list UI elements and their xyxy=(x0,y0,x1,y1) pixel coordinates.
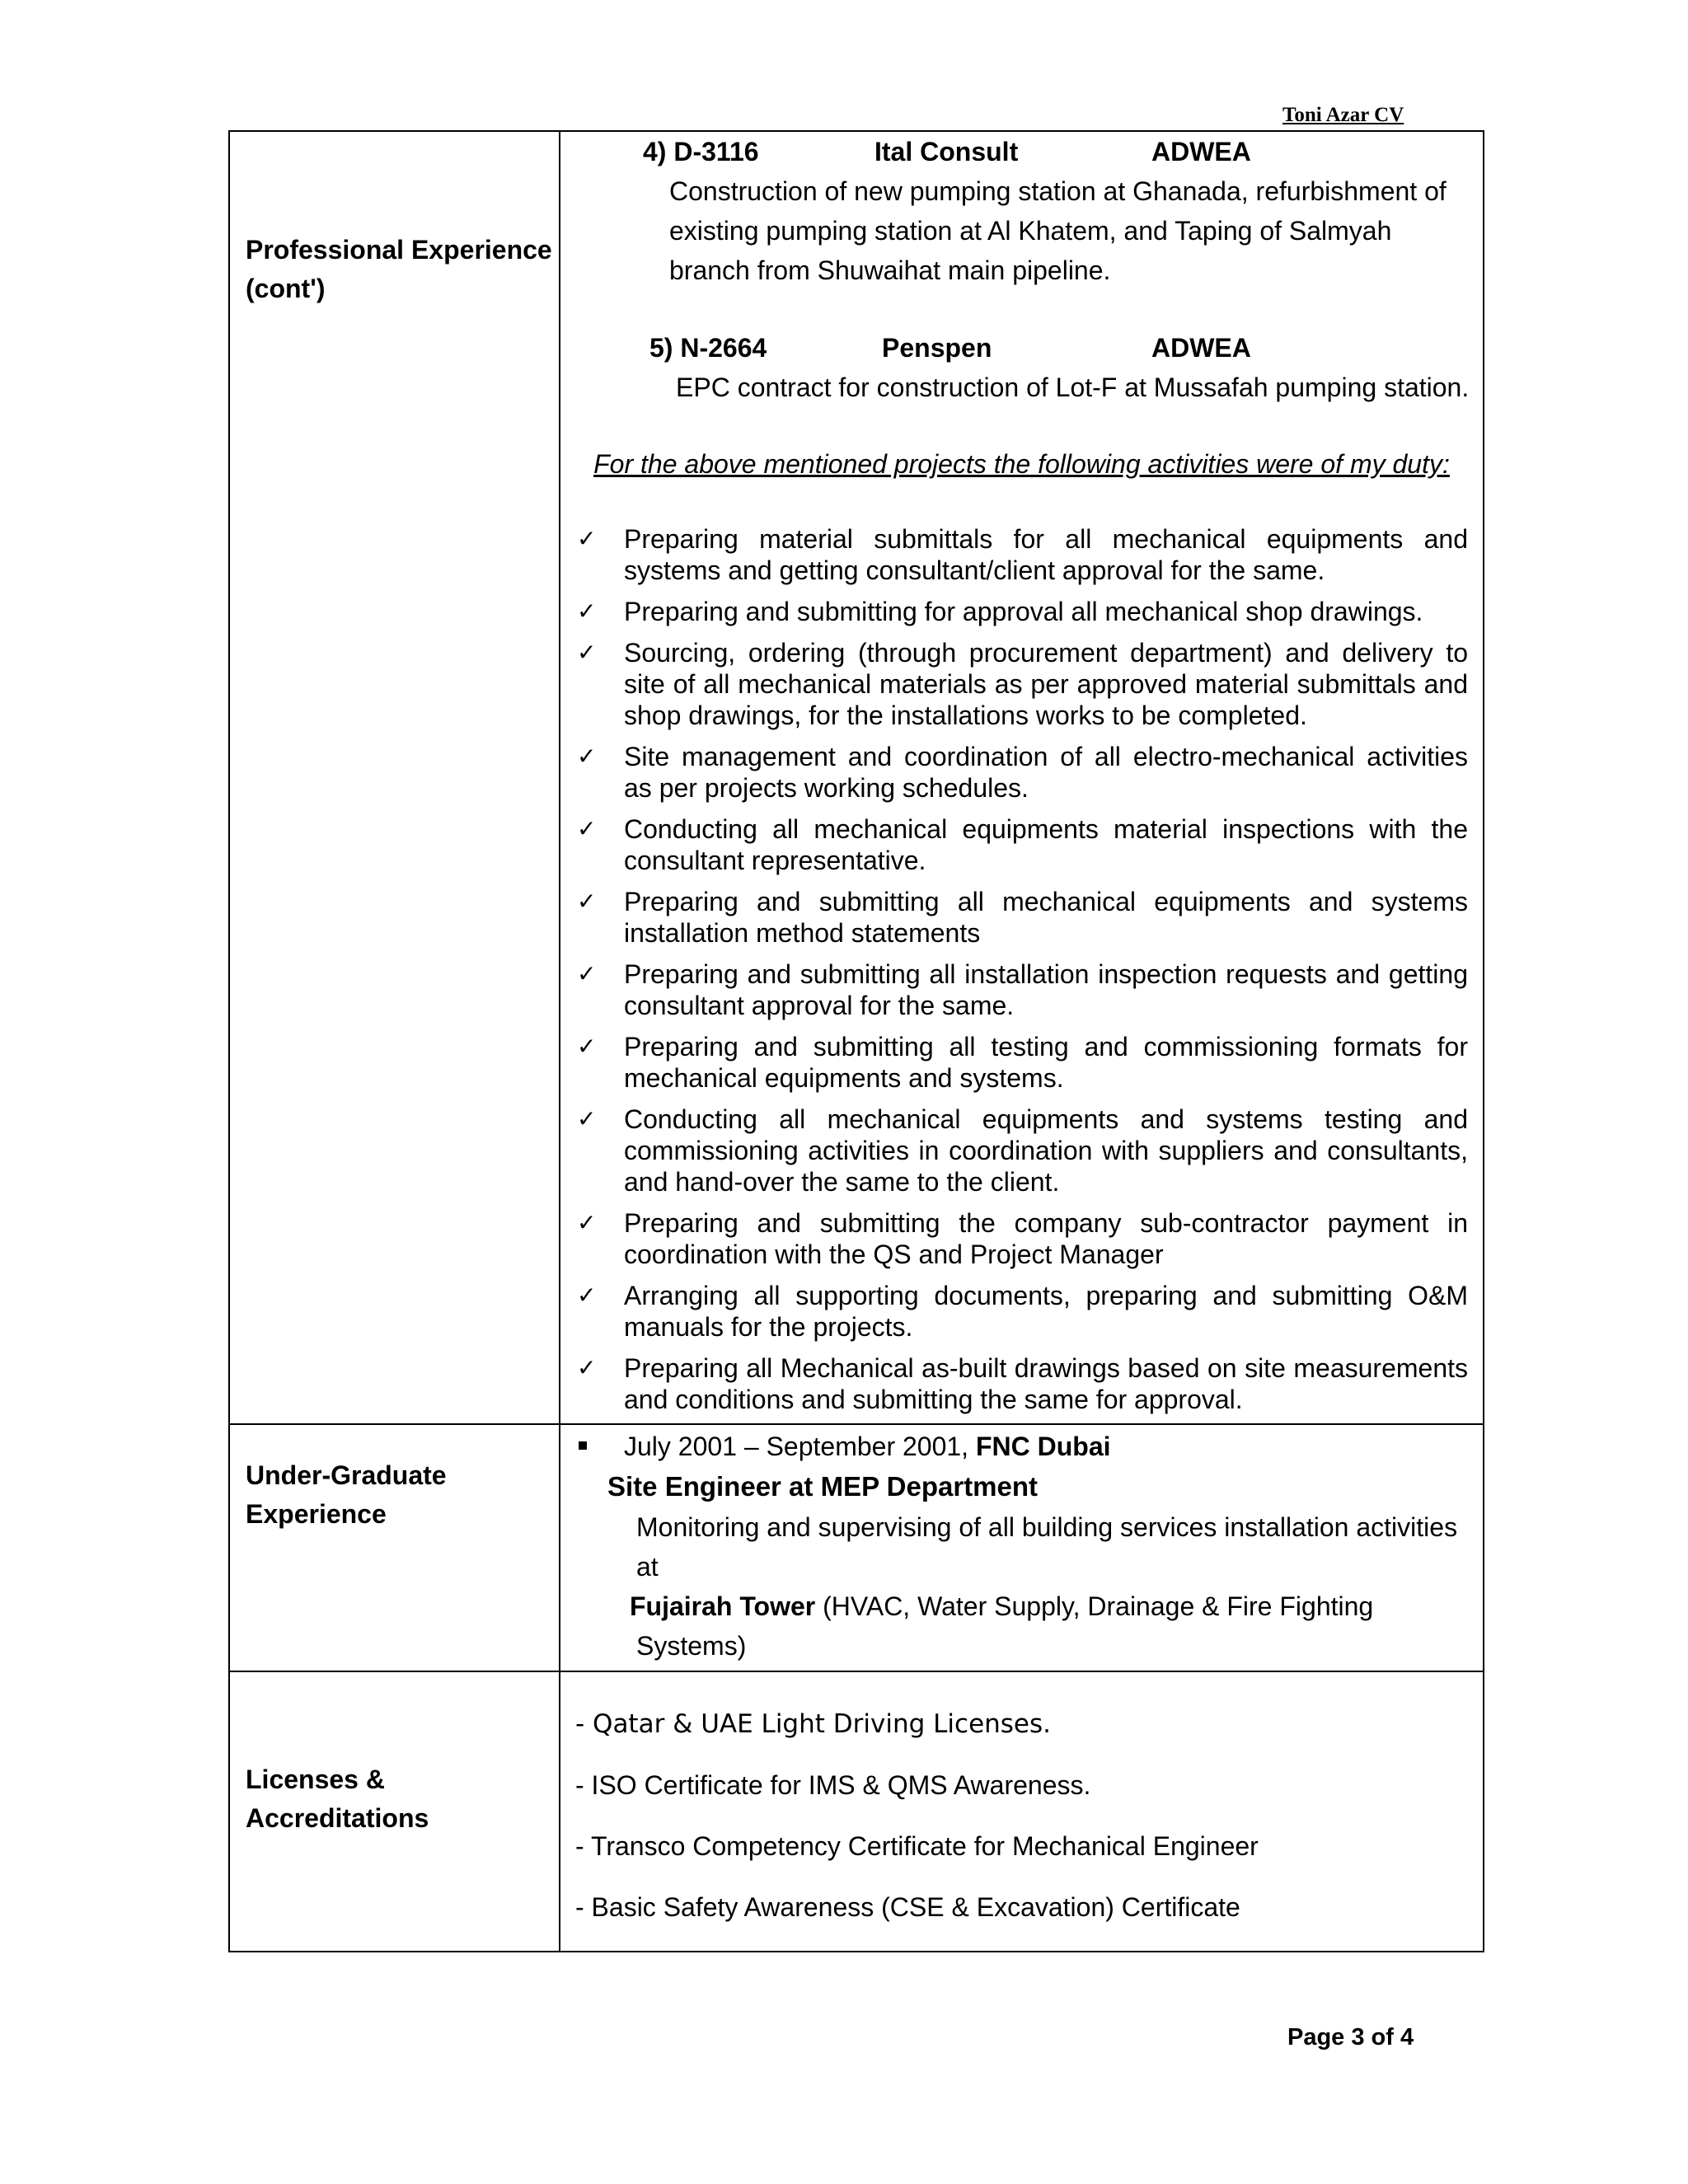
undergrad-content-cell xyxy=(560,1424,1484,1671)
project-4-heading xyxy=(560,132,1483,171)
duty-item: ✓ Arranging all supporting documents, preparing and submitting O&M manuals for the projects. xyxy=(577,1281,1468,1342)
undergrad-period: July 2001 – September 2001, xyxy=(624,1432,976,1461)
duty-item: ✓ Preparing and submitting all mechanical equipments and systems installation method statements xyxy=(577,887,1468,948)
license-item: - Transco Competency Certificate for Mechanical Engineer xyxy=(575,1831,1259,1861)
duty-item: ✓ Preparing material submittals for all mechanical equipments and systems and getting consultant/client approval for the same. xyxy=(577,524,1468,585)
professional-label: Professional Experience (cont') xyxy=(246,235,552,303)
undergrad-desc-line-2: Fujairah Tower (HVAC, Water Supply, Drainage & Fire Fighting xyxy=(630,1591,1374,1621)
project-5-consultant: Penspen xyxy=(882,333,992,363)
project-5-heading xyxy=(560,328,1483,368)
undergrad-label: Under-Graduate Experience xyxy=(246,1460,447,1529)
checkmark-icon: ✓ xyxy=(577,1282,597,1309)
square-bullet-icon xyxy=(579,1441,587,1450)
duty-item: ✓ Preparing and submitting all installation inspection requests and getting consultant approval for the same. xyxy=(577,959,1468,1020)
licenses-content-cell xyxy=(560,1671,1484,1952)
checkmark-icon: ✓ xyxy=(577,1354,597,1381)
checkmark-icon: ✓ xyxy=(577,960,597,987)
checkmark-icon: ✓ xyxy=(577,815,597,842)
undergrad-label-cell xyxy=(229,1424,560,1671)
page-number: Page 3 of 4 xyxy=(1287,2024,1414,2050)
professional-content-cell xyxy=(560,131,1484,1424)
checkmark-icon: ✓ xyxy=(577,743,597,770)
project-5-client: ADWEA xyxy=(1151,333,1251,363)
licenses-label-cell xyxy=(229,1671,560,1952)
license-item: - ISO Certificate for IMS & QMS Awareness. xyxy=(575,1770,1091,1800)
undergrad-role: Site Engineer at MEP Department xyxy=(607,1471,1039,1502)
cv-header-title: Toni Azar CV xyxy=(1282,104,1404,126)
professional-row xyxy=(229,131,1484,1424)
project-4-number: 4) D-3116 xyxy=(643,137,759,166)
checkmark-icon: ✓ xyxy=(577,1105,597,1132)
duty-item: ✓ Preparing and submitting the company sub-contractor payment in coordination with the QS and Project Manager xyxy=(577,1208,1468,1269)
project-4-consultant: Ital Consult xyxy=(874,137,1019,166)
checkmark-icon: ✓ xyxy=(577,639,597,666)
undergrad-site: Fujairah Tower xyxy=(630,1591,816,1621)
duty-item: ✓ Conducting all mechanical equipments and systems testing and commissioning activities in coordination with suppliers and consultants, and hand-over the same to the client. xyxy=(577,1104,1468,1197)
undergrad-period-line xyxy=(560,1427,1483,1466)
project-4-client: ADWEA xyxy=(1151,137,1251,166)
undergrad-desc-line-1: Monitoring and supervising of all building services installation activities at xyxy=(636,1512,1458,1582)
duty-item: ✓ Site management and coordination of all electro-mechanical activities as per projects working schedules. xyxy=(577,742,1468,803)
undergrad-desc-line-3: Systems) xyxy=(636,1631,747,1661)
licenses-row xyxy=(229,1671,1484,1952)
cv-table xyxy=(228,130,1484,1952)
undergrad-company: FNC Dubai xyxy=(975,1432,1111,1461)
checkmark-icon: ✓ xyxy=(577,1209,597,1236)
duties-intro: For the above mentioned projects the following activities were of my duty: xyxy=(593,449,1450,479)
license-item: - Basic Safety Awareness (CSE & Excavation) Certificate xyxy=(575,1892,1240,1922)
duty-item: ✓ Preparing all Mechanical as-built drawings based on site measurements and conditions and submitting the same for approval. xyxy=(577,1353,1468,1414)
checkmark-icon: ✓ xyxy=(577,598,597,625)
duty-item: ✓ Sourcing, ordering (through procurement department) and delivery to site of all mechanical materials as per approved material submittals and shop drawings, for the installations works to be completed. xyxy=(577,638,1468,730)
professional-label-cell xyxy=(229,131,560,1424)
project-5-description: EPC contract for construction of Lot-F at Mussafah pumping station. xyxy=(676,373,1470,402)
duties-list xyxy=(560,523,1483,1415)
duty-item: ✓ Preparing and submitting for approval all mechanical shop drawings. xyxy=(577,597,1423,626)
checkmark-icon: ✓ xyxy=(577,1033,597,1060)
project-4-description: Construction of new pumping station at Ghanada, refurbishment of existing pumping station at Al Khatem, and Taping of Salmyah branch from Shuwaihat main pipeline. xyxy=(669,176,1447,285)
checkmark-icon: ✓ xyxy=(577,525,597,552)
duty-item: ✓ Conducting all mechanical equipments material inspections with the consultant representative. xyxy=(577,814,1468,875)
undergrad-row xyxy=(229,1424,1484,1671)
duty-item: ✓ Preparing and submitting all testing and commissioning formats for mechanical equipments and systems. xyxy=(577,1032,1468,1093)
project-5-number: 5) N-2664 xyxy=(649,333,767,363)
checkmark-icon: ✓ xyxy=(577,888,597,915)
license-item: - Qatar & UAE Light Driving Licenses. xyxy=(575,1709,1052,1739)
licenses-label: Licenses & Accreditations xyxy=(246,1765,429,1833)
